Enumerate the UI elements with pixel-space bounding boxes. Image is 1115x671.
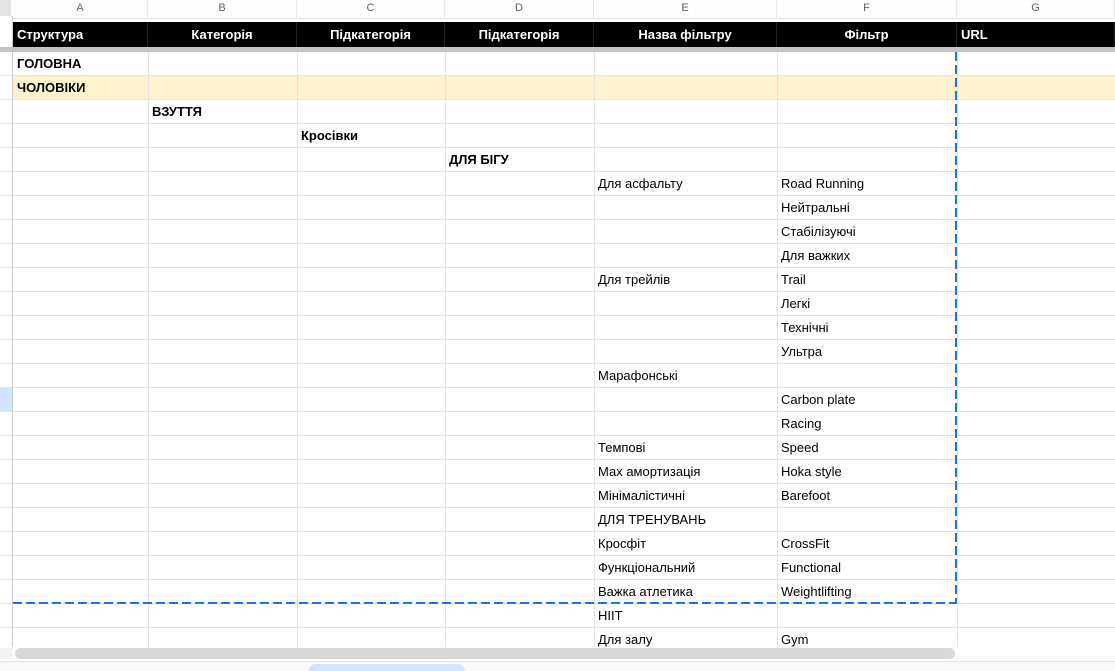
cell-E26[interactable]: Для залу [598, 632, 653, 647]
cell-F9[interactable]: Стабілізуючі [781, 224, 856, 239]
sheet-row-3 [13, 76, 1115, 100]
sheet-row-7 [13, 172, 1115, 196]
column-letter-row [13, 0, 1115, 19]
sheet-row-25 [13, 604, 1115, 628]
row-header-7[interactable] [0, 172, 12, 196]
cell-A3[interactable]: ЧОЛОВІКИ [17, 80, 86, 95]
cell-D6[interactable]: ДЛЯ БІГУ [449, 152, 509, 167]
frozen-row-divider [0, 47, 1115, 52]
gridline-vertical [297, 52, 298, 647]
cell-F11[interactable]: Trail [781, 272, 806, 287]
row-header-25[interactable] [0, 604, 12, 628]
cell-F12[interactable]: Легкі [781, 296, 811, 311]
row-header-23[interactable] [0, 556, 12, 580]
cell-E11[interactable]: Для трейлів [598, 272, 671, 287]
header-cell-C[interactable]: Підкатегорія [297, 22, 445, 47]
row-header-11[interactable] [0, 268, 12, 292]
header-cell-E[interactable]: Назва фільтру [594, 22, 777, 47]
cell-F7[interactable]: Road Running [781, 176, 865, 191]
sheet-row-21 [13, 508, 1115, 532]
table-header-row [13, 22, 1115, 47]
row-header-19[interactable] [0, 460, 12, 484]
column-header-A[interactable]: A [13, 0, 148, 17]
cell-E24[interactable]: Важка атлетика [598, 584, 693, 599]
sheet-row-11 [13, 268, 1115, 292]
row-header-3[interactable] [0, 76, 12, 100]
sheet-row-22 [13, 532, 1115, 556]
sheet-row-17 [13, 412, 1115, 436]
header-cell-G[interactable]: URL [957, 22, 1115, 47]
gridline-vertical [445, 52, 446, 647]
row-header-4[interactable] [0, 100, 12, 124]
cell-F17[interactable]: Racing [781, 416, 822, 431]
header-cell-B[interactable]: Категорія [148, 22, 297, 47]
select-all-corner[interactable] [0, 0, 11, 16]
row-header-16[interactable] [0, 388, 12, 412]
row-header-22[interactable] [0, 532, 12, 556]
horizontal-scrollbar-thumb[interactable] [15, 648, 955, 659]
cell-E21[interactable]: ДЛЯ ТРЕНУВАНЬ [598, 512, 707, 527]
sheet-row-15 [13, 364, 1115, 388]
cell-F13[interactable]: Технічні [781, 320, 829, 335]
row-header-14[interactable] [0, 340, 12, 364]
horizontal-scrollbar-track[interactable] [0, 647, 1115, 661]
active-sheet-tab[interactable] [308, 664, 465, 671]
cell-A2[interactable]: ГОЛОВНА [17, 56, 82, 71]
cell-F19[interactable]: Hoka style [781, 464, 842, 479]
row-header-6[interactable] [0, 148, 12, 172]
gridline-vertical [594, 52, 595, 647]
row-header-12[interactable] [0, 292, 12, 316]
cell-C5[interactable]: Кросівки [301, 128, 358, 143]
column-header-D[interactable]: D [445, 0, 594, 17]
row-header-8[interactable] [0, 196, 12, 220]
sheet-row-13 [13, 316, 1115, 340]
row-header-15[interactable] [0, 364, 12, 388]
sheet-row-14 [13, 340, 1115, 364]
gridline-vertical [777, 52, 778, 647]
sheet-row-6 [13, 148, 1115, 172]
sheet-row-5 [13, 124, 1115, 148]
cell-F23[interactable]: Functional [781, 560, 841, 575]
cell-E19[interactable]: Мах амортизація [598, 464, 701, 479]
header-cell-F[interactable]: Фільтр [777, 22, 957, 47]
cell-F16[interactable]: Carbon plate [781, 392, 856, 407]
sheet-row-12 [13, 292, 1115, 316]
row-header-9[interactable] [0, 220, 12, 244]
row-header-10[interactable] [0, 244, 12, 268]
sheet-row-18 [13, 436, 1115, 460]
cell-F24[interactable]: Weightlifting [781, 584, 852, 599]
column-header-B[interactable]: B [148, 0, 297, 17]
cell-E23[interactable]: Функціональний [598, 560, 696, 575]
sheet-row-16 [13, 388, 1115, 412]
sheet-row-23 [13, 556, 1115, 580]
row-header-24[interactable] [0, 580, 12, 604]
row-header-13[interactable] [0, 316, 12, 340]
cell-E20[interactable]: Мінімалістичні [598, 488, 685, 503]
gridline-vertical [148, 52, 149, 647]
copy-marquee-right-border [955, 52, 957, 604]
sheet-row-4 [13, 100, 1115, 124]
column-header-C[interactable]: C [297, 0, 445, 17]
column-header-F[interactable]: F [777, 0, 957, 17]
column-header-G[interactable]: G [957, 0, 1115, 17]
row-header-18[interactable] [0, 436, 12, 460]
cell-E25[interactable]: HIIT [598, 608, 623, 623]
cell-E7[interactable]: Для асфальту [598, 176, 683, 191]
sheet-tab-bar [0, 661, 1115, 671]
sheet-row-10 [13, 244, 1115, 268]
cell-F10[interactable]: Для важких [781, 248, 851, 263]
cell-F22[interactable]: CrossFit [781, 536, 830, 551]
cell-F20[interactable]: Barefoot [781, 488, 831, 503]
header-cell-A[interactable]: Структура [13, 22, 148, 47]
sheet-row-8 [13, 196, 1115, 220]
sheet-row-24 [13, 580, 1115, 604]
cell-F8[interactable]: Нейтральні [781, 200, 850, 215]
sheet-row-20 [13, 484, 1115, 508]
cell-F26[interactable]: Gym [781, 632, 809, 647]
row-header-5[interactable] [0, 124, 12, 148]
scrollbar-left-gutter [0, 648, 13, 659]
cell-B4[interactable]: ВЗУТТЯ [152, 104, 203, 119]
header-cell-D[interactable]: Підкатегорія [445, 22, 594, 47]
gridline-vertical [957, 52, 958, 647]
cell-E22[interactable]: Кросфіт [598, 536, 647, 551]
sheet-row-2 [13, 52, 1115, 76]
sheet-row-9 [13, 220, 1115, 244]
row-header-17[interactable] [0, 412, 12, 436]
sheet-row-19 [13, 460, 1115, 484]
row-header-20[interactable] [0, 484, 12, 508]
cell-E15[interactable]: Марафонські [598, 368, 678, 383]
cell-E18[interactable]: Темпові [598, 440, 646, 455]
column-header-E[interactable]: E [594, 0, 777, 17]
cell-F18[interactable]: Speed [781, 440, 819, 455]
row-header-2[interactable] [0, 52, 12, 76]
cell-F14[interactable]: Ультра [781, 344, 823, 359]
copy-marquee-bottom-border [13, 602, 957, 604]
row-header-21[interactable] [0, 508, 12, 532]
